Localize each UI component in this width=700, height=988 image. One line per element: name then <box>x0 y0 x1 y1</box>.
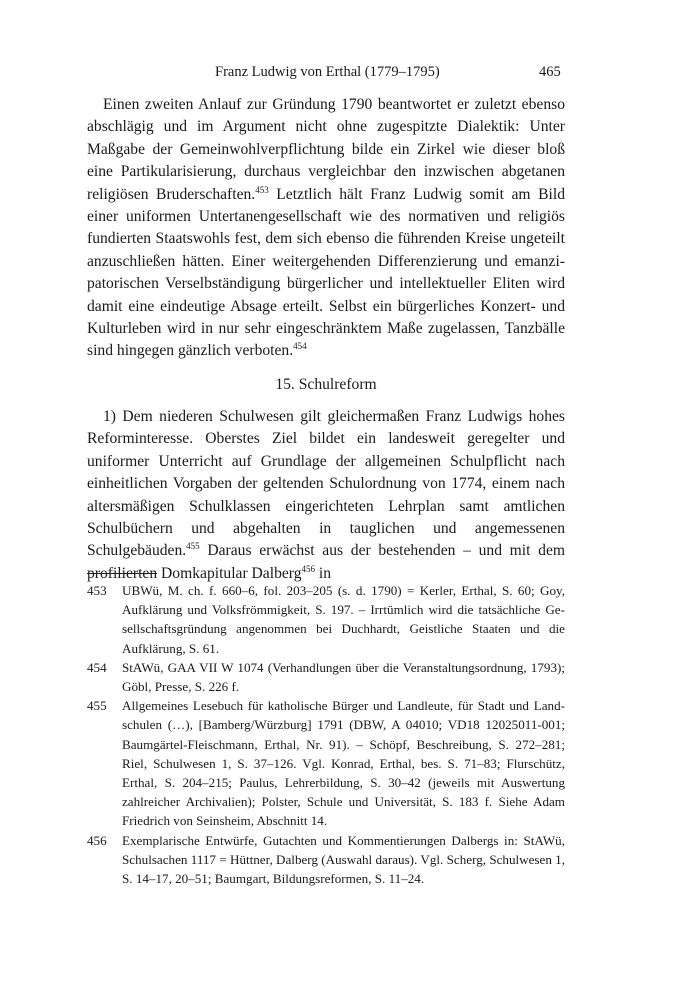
footnote <box>87 581 565 658</box>
footnote-text: Exemplarische Entwürfe, Gutachten und Kommentierungen Dalbergs in: StAWü, Schulsachen 1117 = Hüttner, Dalberg (Auswahl daraus). Vgl. Scherg, Schulwesen 1, S. 14–17, 20–51; Baumgart, Bildungsreformen, S. 11–24. <box>122 832 565 887</box>
page-number: 465 <box>539 64 561 80</box>
footnote <box>87 658 565 696</box>
paragraph-text: Letztlich hält Franz Ludwig somit am Bild einer uniformen Untertanengesellschaft wie des normativen und religiös fundierten Staatswohls fest, dem sich ebenso die führenden Kreise ungeteilt anzuschließen hätten. Einer weitergehenden Differenzierung und emanzipatorischen Verselbständigung bürgerlicher und intellektueller Eliten wird damit eine eindeutige Absage erteilt. Selbst ein bürgerliches Konzert- und Kulturleben wird in nur sehr eingeschränktem Maße zugelassen, Tanzbälle sind hingegen gänzlich verboten. <box>87 185 565 360</box>
footnotes <box>87 581 565 888</box>
footnote-text: Allgemeines Lesebuch für katholische Bürger und Landleute, für Stadt und Landschulen (…), [Bamberg/Würzburg] 1791 (DBW, A 04010; VD18 12025011-001; Baumgärtel-Fleischmann, Erthal, Nr. 91). – Schöpf, Beschreibung, S. 272–281; Riel, Schulwesen 1, S. 37–126. Vgl. Konrad, Erthal, bes. S. 71–83; Flurschütz, Erthal, S. 204–215; Paulus, Lehrerbildung, S. 30–42 (jeweils mit Auswertung zahlreicher Archivalien); Polster, Schule und Universität, S. 183 f. Siehe Adam Friedrich von Seinsheim, Abschnitt 14. <box>122 698 565 829</box>
footnote-ref: 456 <box>301 563 315 574</box>
paragraph-text: Daraus erwächst aus der bestehenden – und mit dem profilierten Domkapitular Dalberg <box>87 542 565 582</box>
paragraph-text: 1) Dem niederen Schulwesen gilt gleichermaßen Franz Ludwigs hohes Reforminteresse. Oberstes Ziel bildet ein landesweit geregelter und uniformer Unterricht auf Grundlage der allgemeinen Schulpflicht nach einheitlichen Vorgaben der geltenden Schulordnung von 1774, einem nach altersmäßigen Schulklassen eingerichteten Lehrplan samt amtlichen Schulbüchern und abgehalten in tauglichen und angemessenen Schulgebäuden. <box>87 408 565 560</box>
footnote-ref: 453 <box>255 184 269 195</box>
footnote-ref: 454 <box>293 341 307 352</box>
section-heading: 15. Schulreform <box>275 376 377 393</box>
footnote-text: UBWü, M. ch. f. 660–6, fol. 203–205 (s. d. 1790) = Kerler, Erthal, S. 60; Goy, Aufklärung und Volksfrömmigkeit, S. 197. – Irrtümlich wird die tatsächliche Gesellschaftsgründung angenommen bei Duchhardt, Geistliche Staaten und die Aufklärung, S. 61. <box>122 583 565 656</box>
footnote-divider <box>87 573 157 574</box>
paragraph-text: Einen zweiten Anlauf zur Gründung 1790 beantwortet er zuletzt ebenso abschlägig und im Argument nicht ohne zugespitzte Dialektik: Unter Maßgabe der Gemeinwohlverpflichtung bilde ein Zirkel wie dieser bloß eine Partikularisierung, durchaus vergleichbar den inzwischen abgetanen religiösen Bruderschaften. <box>87 96 565 203</box>
footnote-ref: 455 <box>186 541 200 552</box>
body-paragraph-2 <box>87 406 565 585</box>
footnote <box>87 831 565 889</box>
running-title: Franz Ludwig von Erthal (1779–1795) <box>215 64 440 80</box>
footnote-number: 453 <box>87 583 107 598</box>
paragraph-text: in <box>315 564 332 582</box>
body-paragraph-1 <box>87 94 565 363</box>
footnote-text: StAWü, GAA VII W 1074 (Verhandlungen über die Veranstaltungsordnung, 1793); Göbl, Presse, S. 226 f. <box>122 659 565 695</box>
footnote-number: 455 <box>87 698 107 714</box>
footnote <box>87 696 565 830</box>
footnote-number: 454 <box>87 659 107 675</box>
footnote-number: 456 <box>87 832 107 848</box>
